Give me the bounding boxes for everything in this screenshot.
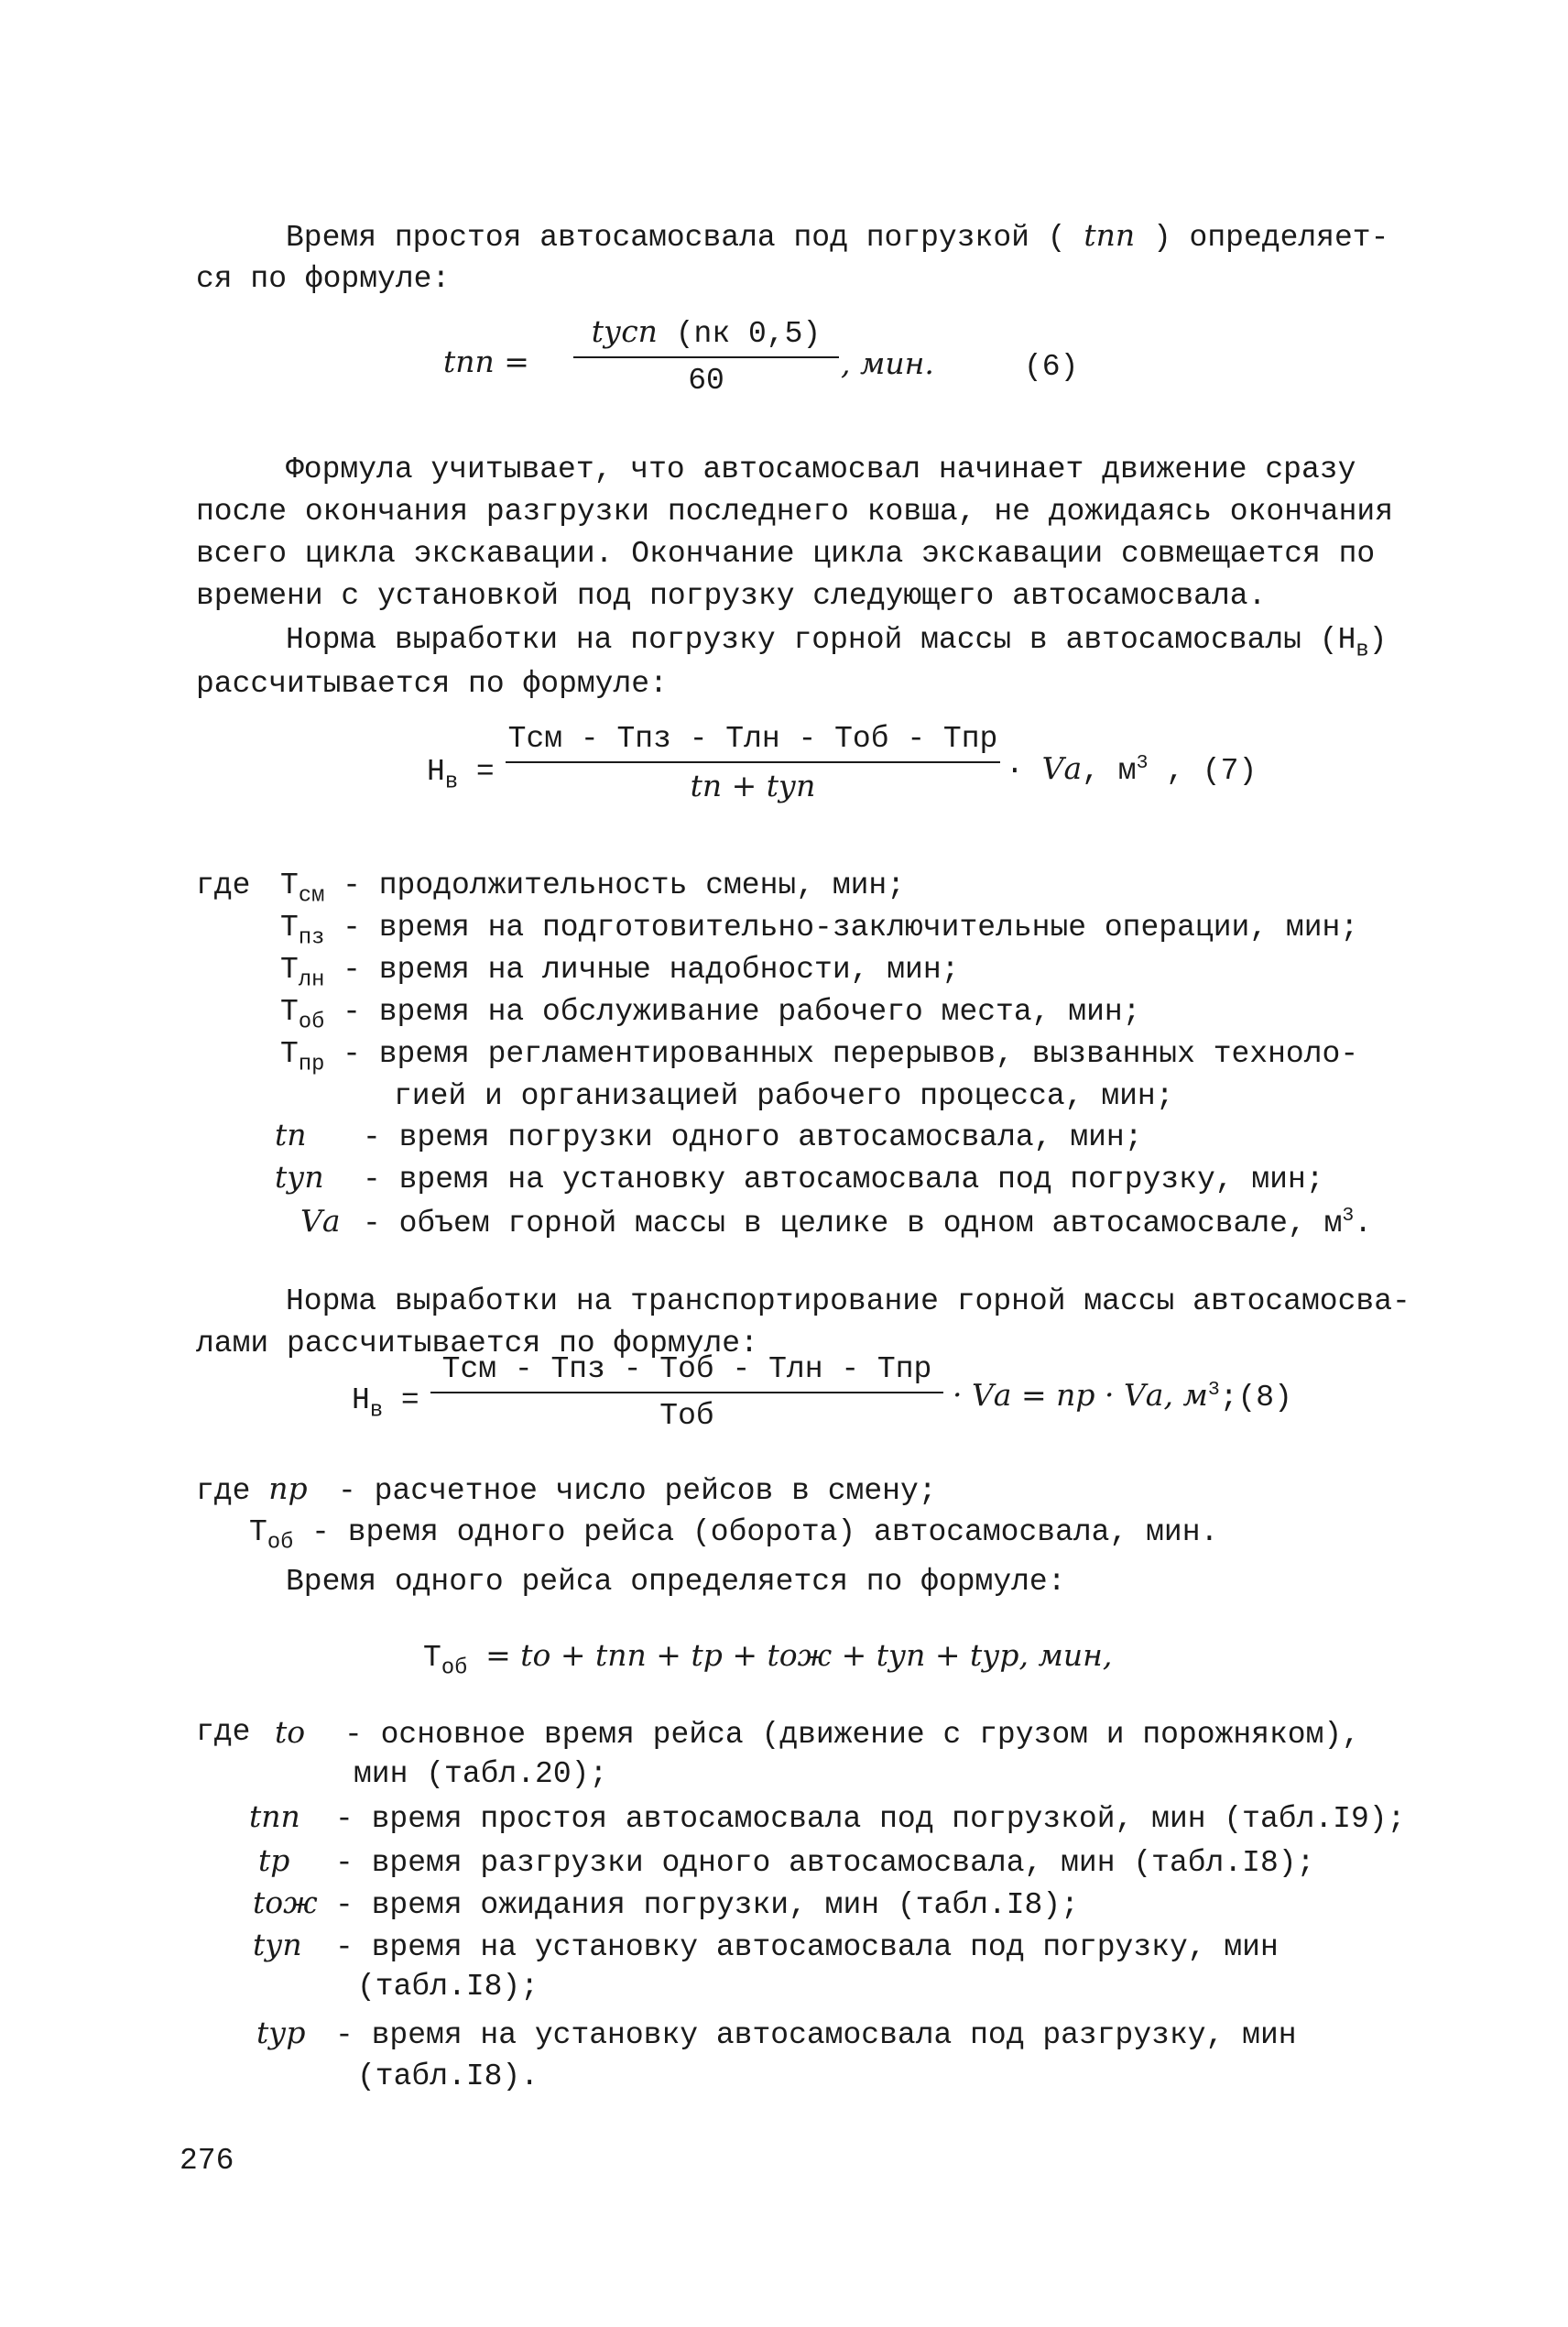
glossary-9-item: tо - основное время рейса (движение с грузом и порожняком),: [275, 1714, 1360, 1752]
glossary-9-item: tпп - время простоя автосамосвала под погрузкой, мин (табл.I9);: [249, 1798, 1406, 1836]
page-number: 276: [180, 2144, 234, 2178]
para1-line-3: всего цикла экскавации. Окончание цикла экскавации совмещается по: [196, 537, 1376, 571]
glossary-9-item: tуп - время на установку автосамосвала под погрузку, мин: [253, 1927, 1279, 1964]
para4: Время одного рейса определяется по формуле:: [286, 1565, 1066, 1599]
formula-7-lhs: $Н_в$ =: [427, 755, 495, 795]
para1-line-4: времени с установкой под погрузку следующего автосамосвала.: [196, 579, 1267, 613]
glossary-7-item: $Т_{см}$ - продолжительность смены, мин;: [280, 869, 906, 909]
formula-8-lhs: $Н_в$ =: [352, 1383, 419, 1424]
fraction-bar: [506, 761, 1000, 763]
glossary-8-item: $Т_{об}$ - время одного рейса (оборота) автосамосвала, мин.: [249, 1515, 1219, 1556]
para3-line-1: Норма выработки на транспортирование горной массы автосамосва-: [286, 1284, 1410, 1318]
para3-line-2: лами рассчитывается по формуле:: [196, 1327, 758, 1360]
glossary-8-item: где nр - расчетное число рейсов в смену;: [196, 1470, 937, 1508]
formula-6-unit: , мин.: [841, 345, 934, 381]
intro-variable: tпп: [1083, 217, 1136, 253]
formula-6-denominator: 60: [688, 364, 724, 398]
glossary-9-continuation: мин (табл.20);: [354, 1757, 608, 1791]
glossary-9-item: tож - время ожидания погрузки, мин (табл.I8);: [253, 1885, 1079, 1922]
formula-6-numerator: tусп (nк 0,5): [591, 313, 822, 351]
glossary-7-item: $Т_{пз}$ - время на подготовительно-заключительные операции, мин;: [280, 911, 1359, 951]
formula-7-tail: · Vа, $м^3$ , (7): [1006, 750, 1258, 788]
glossary-7-item: Vа - объем горной массы в целике в одном автосамосвале, $м^3$.: [300, 1203, 1373, 1240]
glossary-7-continuation: гией и организацией рабочего процесса, мин;: [394, 1079, 1174, 1113]
glossary-9-continuation: (табл.I8);: [357, 1970, 539, 2004]
glossary-9-continuation: (табл.I8).: [357, 2059, 539, 2093]
formula-8-tail: · Vа = nр · Vа, $м^3;(8)$: [953, 1377, 1292, 1415]
fraction-bar: [573, 356, 839, 358]
para1-line-1: Формула учитывает, что автосамосвал начинает движение сразу: [286, 453, 1356, 486]
para1-line-2: после окончания разгрузки последнего ковша, не дожидаясь окончания: [196, 495, 1394, 529]
intro-line-2: ся по формуле:: [196, 262, 451, 296]
glossary-7-item: tп - время погрузки одного автосамосвала, мин;: [275, 1117, 1143, 1154]
formula-8-numerator: Тсм - Тпз - Тоб - Тлн - Тпр: [441, 1352, 932, 1386]
para2-line-2: рассчитывается по формуле:: [196, 667, 668, 701]
formula-8-denominator: Тоб: [659, 1399, 714, 1433]
glossary-9-where: где: [196, 1715, 251, 1749]
formula-7-fraction: [506, 724, 1000, 801]
formula-6-fraction: [573, 313, 839, 398]
intro-line-1: Время простоя автосамосвала под погрузкой ( tпп ) определяет-: [286, 217, 1389, 255]
glossary-7-item: tуп - время на установку автосамосвала под погрузку, мин;: [275, 1159, 1324, 1196]
formula-6-number: (6): [1024, 350, 1079, 384]
fraction-bar: [430, 1392, 943, 1393]
formula-7-numerator: Тсм - Тпз - Тлн - Тоб - Тпр: [507, 722, 998, 756]
formula-8-fraction: [430, 1354, 943, 1431]
glossary-9-item: tр - время разгрузки одного автосамосвала, мин (табл.I8);: [258, 1842, 1315, 1880]
formula-9: $Т_{об}$ = tо + tпп + tр + tож + tуп + tур, мин,: [423, 1637, 1113, 1681]
volume-symbol: Vа: [1041, 750, 1083, 786]
formula-6-lhs: tпп =: [443, 344, 529, 379]
glossary-9-item: tур - время на установку автосамосвала под разгрузку, мин: [256, 2015, 1297, 2052]
para2-line-1: Норма выработки на погрузку горной массы в автосамосвалы $(Н_в)$: [286, 623, 1388, 663]
glossary-7-item: $Т_{лн}$ - время на личные надобности, мин;: [280, 953, 960, 993]
glossary-7-item: $Т_{об}$ - время на обслуживание рабочего места, мин;: [280, 995, 1141, 1035]
glossary-7-item: $Т_{пр}$ - время регламентированных перерывов, вызванных техноло-: [280, 1037, 1359, 1077]
glossary-7-where: где: [196, 869, 251, 902]
formula-7-denominator: tп + tуп: [690, 768, 816, 803]
